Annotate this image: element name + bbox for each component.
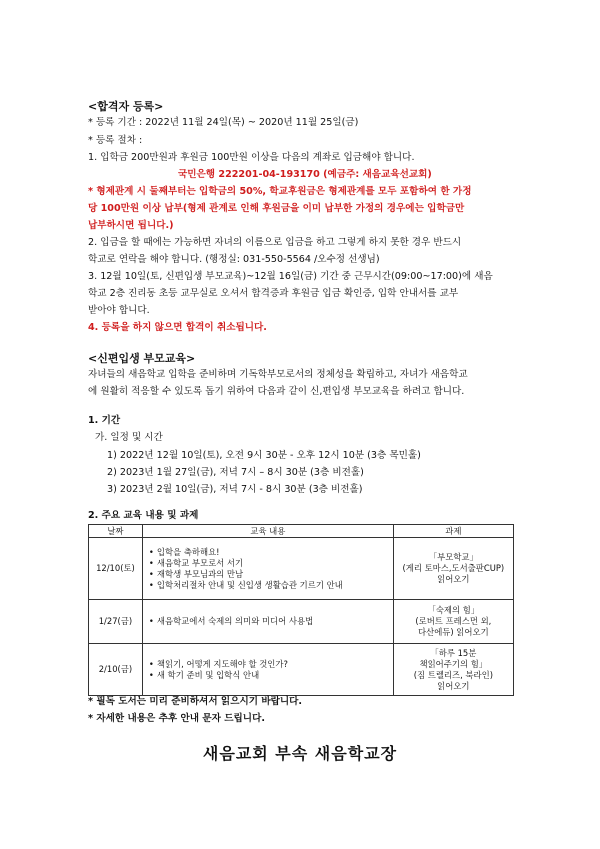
task-line: 책읽어주기의 힘」 (419, 658, 488, 669)
row-date: 12/10(토) (89, 538, 143, 600)
table-header-row (89, 525, 514, 538)
row-task (393, 644, 513, 696)
registration-heading: <합격자 등록> (88, 100, 164, 113)
header-task: 과제 (393, 525, 513, 538)
education-intro-line-2: 에 원활히 적응할 수 있도록 돕기 위하여 다음과 같이 신,편입생 부모교육을 하려고 합니다. (88, 386, 465, 397)
row-content (142, 600, 393, 644)
signature: 새음교회 부속 새음학교장 (202, 744, 398, 763)
period-heading: 1. 기간 (88, 415, 121, 426)
content-item: • 새 학기 준비 및 입학식 안내 (157, 670, 389, 681)
registration-step-1: 1. 입학금 200만원과 후원금 100만원 이상을 다음의 계좌로 입금해야 합니다. (88, 152, 415, 163)
content-item: • 입학을 축하해요! (157, 547, 389, 558)
task-line: (로버트 프레스먼 외, (415, 616, 492, 626)
bank-account: 국민은행 222201-04-193170 (예금주: 새음교육선교회) (178, 169, 432, 180)
table-row (89, 644, 514, 696)
content-item: • 입학처리절차 안내 및 신입생 생활습관 기르기 안내 (157, 580, 389, 591)
schedule-item-1: 1) 2022년 12월 10일(토), 오전 9시 30분 - 오후 12시 10분 (3층 목민홀) (107, 450, 421, 461)
task-line: 읽어오기 (437, 680, 470, 691)
registration-step-3-line-1: 3. 12월 10일(토, 신편입생 부모교육)~12월 16일(금) 기간 중 근무시간(09:00~17:00)에 새음 (88, 271, 493, 282)
row-task (393, 600, 513, 644)
schedule-label: 가. 일정 및 시간 (95, 432, 163, 443)
task-line: 「숙제의 힘」 (427, 605, 480, 615)
table-row (89, 538, 514, 600)
task-line: 「부모학교」 (428, 552, 478, 562)
sibling-note-line-3: 납부하시면 됩니다.) (88, 220, 174, 231)
row-task (393, 538, 513, 600)
education-table (88, 524, 514, 696)
registration-period: * 등록 기간 : 2022년 11월 24일(목) ~ 2020년 11월 25일(금) (88, 117, 359, 128)
content-item: • 새음학교 부모로서 서기 (157, 558, 389, 569)
task-line: 읽어오기 (437, 574, 470, 584)
sibling-note-line-2: 당 100만원 이상 납부(형제 관계로 인해 후원금을 이미 납부한 가정의 경우에는 입학금만 (88, 203, 465, 214)
row-content (142, 644, 393, 696)
header-date: 날짜 (89, 525, 143, 538)
schedule-item-2: 2) 2023년 1월 27일(금), 저녁 7시 – 8시 30분 (3층 비전홀) (107, 467, 364, 478)
content-item: • 책읽기, 어떻게 지도해야 할 것인가? (157, 659, 389, 670)
content-heading: 2. 주요 교육 내용 및 과제 (88, 510, 199, 521)
registration-step-4-warning: 4. 등록을 하지 않으면 합격이 취소됩니다. (88, 322, 267, 333)
task-line: (짐 트렐리즈, 북라인) (413, 669, 493, 680)
task-line: 다산에듀) 읽어오기 (418, 627, 489, 637)
registration-step-2-line-2: 학교로 연락을 해야 합니다. (행정실: 031-550-5564 /오수정 선생님) (88, 254, 380, 265)
registration-step-3-line-2: 학교 2층 진리동 초등 교무실로 오셔서 합격증과 후원금 입금 확인증, 입학 안내서를 교부 (88, 288, 459, 299)
education-intro-line-1: 자녀들의 새음학교 입학을 준비하며 기독학부모로서의 정체성을 확립하고, 자녀가 새음학교 (88, 369, 468, 380)
note-required-reading: * 필독 도서는 미리 준비하셔서 읽으시기 바랍니다. (88, 696, 303, 707)
note-details: * 자세한 내용은 추후 안내 문자 드립니다. (88, 713, 265, 724)
task-line: (게리 토마스,도서출판CUP) (402, 563, 505, 573)
row-date: 1/27(금) (89, 600, 143, 644)
row-date: 2/10(금) (89, 644, 143, 696)
table-row (89, 600, 514, 644)
registration-step-3-line-3: 받아야 합니다. (88, 305, 150, 316)
registration-step-2-line-1: 2. 입금을 할 때에는 가능하면 자녀의 이름으로 입금을 하고 그렇게 하지 못한 경우 반드시 (88, 237, 462, 248)
schedule-item-3: 3) 2023년 2월 10일(금), 저녁 7시 - 8시 30분 (3층 비전홀) (107, 484, 363, 495)
sibling-note-line-1: * 형제관계 시 둘째부터는 입학금의 50%, 학교후원금은 형제관계를 모두 포함하여 한 가정 (88, 186, 472, 197)
content-item: • 재학생 부모님과의 만남 (157, 569, 389, 580)
education-heading: <신편입생 부모교육> (88, 352, 196, 365)
task-line: 「하루 15분 (430, 647, 477, 658)
header-content: 교육 내용 (142, 525, 393, 538)
registration-procedure-label: * 등록 절차 : (88, 135, 143, 146)
content-item: • 새음학교에서 숙제의 의미와 미디어 사용법 (157, 616, 389, 627)
row-content (142, 538, 393, 600)
